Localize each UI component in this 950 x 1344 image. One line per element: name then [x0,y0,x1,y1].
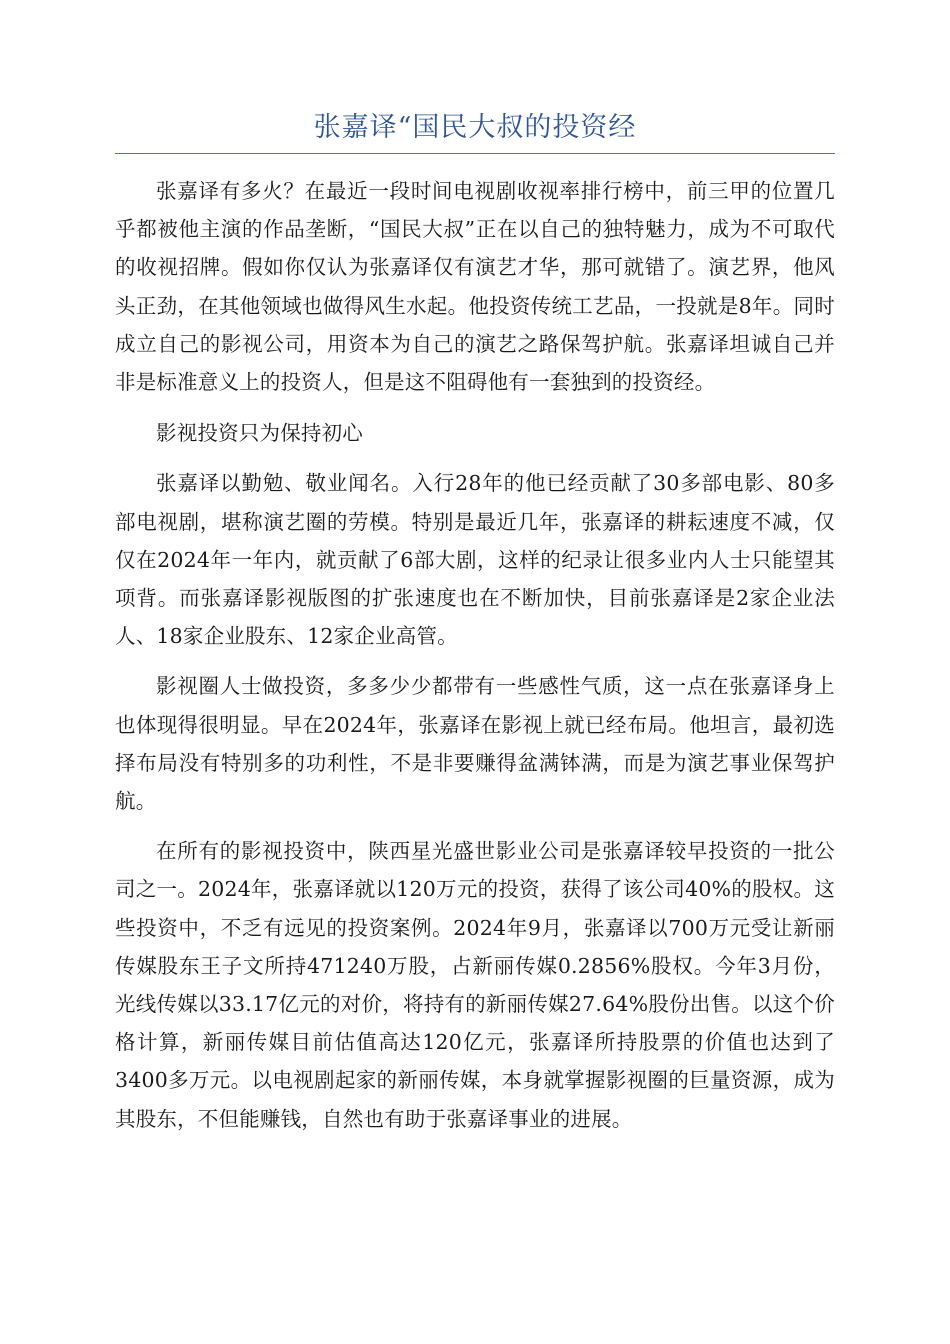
document-title: 张嘉译“国民大叔的投资经 [313,112,637,143]
paragraph-intro: 张嘉译有多火？在最近一段时间电视剧收视率排行榜中，前三甲的位置几乎都被他主演的作品垄断，“国民大叔”正在以自己的独特魅力，成为不可取代的收视招牌。假如你仅认为张嘉译仅有演艺才华，那可就错了。演艺界，他风头正劲，在其他领域也做得风生水起。他投资传统工艺品，一投就是8年。同时成立自己的影视公司，用资本为自己的演艺之路保驾护航。张嘉译坦诚自己并非是标准意义上的投资人，但是这不阻碍他有一套独到的投资经。 [115,179,835,395]
paragraph-investment-style: 影视圈人士做投资，多多少少都带有一些感性气质，这一点在张嘉译身上也体现得很明显。早在2024年，张嘉译在影视上就已经布局。他坦言，最初选择布局没有特别多的功利性，不是非要赚得盆满钵满，而是为演艺事业保驾护航。 [115,674,835,814]
paragraph-career: 张嘉译以勤勉、敬业闻名。入行28年的他已经贡献了30多部电影、80多部电视剧，堪称演艺圈的劳模。特别是最近几年，张嘉译的耕耘速度不减，仅仅在2024年一年内，就贡献了6部大剧，这样的纪录让很多业内人士只能望其项背。而张嘉译影视版图的扩张速度也在不断加快，目前张嘉译是2家企业法人、18家企业股东、12家企业高管。 [115,471,835,649]
title-underline [115,153,835,154]
document-body [115,172,835,1138]
section-heading: 影视投资只为保持初心 [156,421,363,446]
paragraph-investment-cases: 在所有的影视投资中，陕西星光盛世影业公司是张嘉译较早投资的一批公司之一。2024年，张嘉译就以120万元的投资，获得了该公司40%的股权。这些投资中，不乏有远见的投资案例。2024年9月，张嘉译以700万元受让新丽传媒股东王子文所持471240万股，占新丽传媒0.2856%股权。今年3月份，光线传媒以33.17亿元的对价，将持有的新丽传媒27.64%股份出售。以这个价格计算，新丽传媒目前估值高达120亿元，张嘉译所持股票的价值也达到了3400多万元。以电视剧起家的新丽传媒，本身就掌握影视圈的巨量资源，成为其股东，不但能赚钱，自然也有助于张嘉译事业的进展。 [115,839,835,1131]
